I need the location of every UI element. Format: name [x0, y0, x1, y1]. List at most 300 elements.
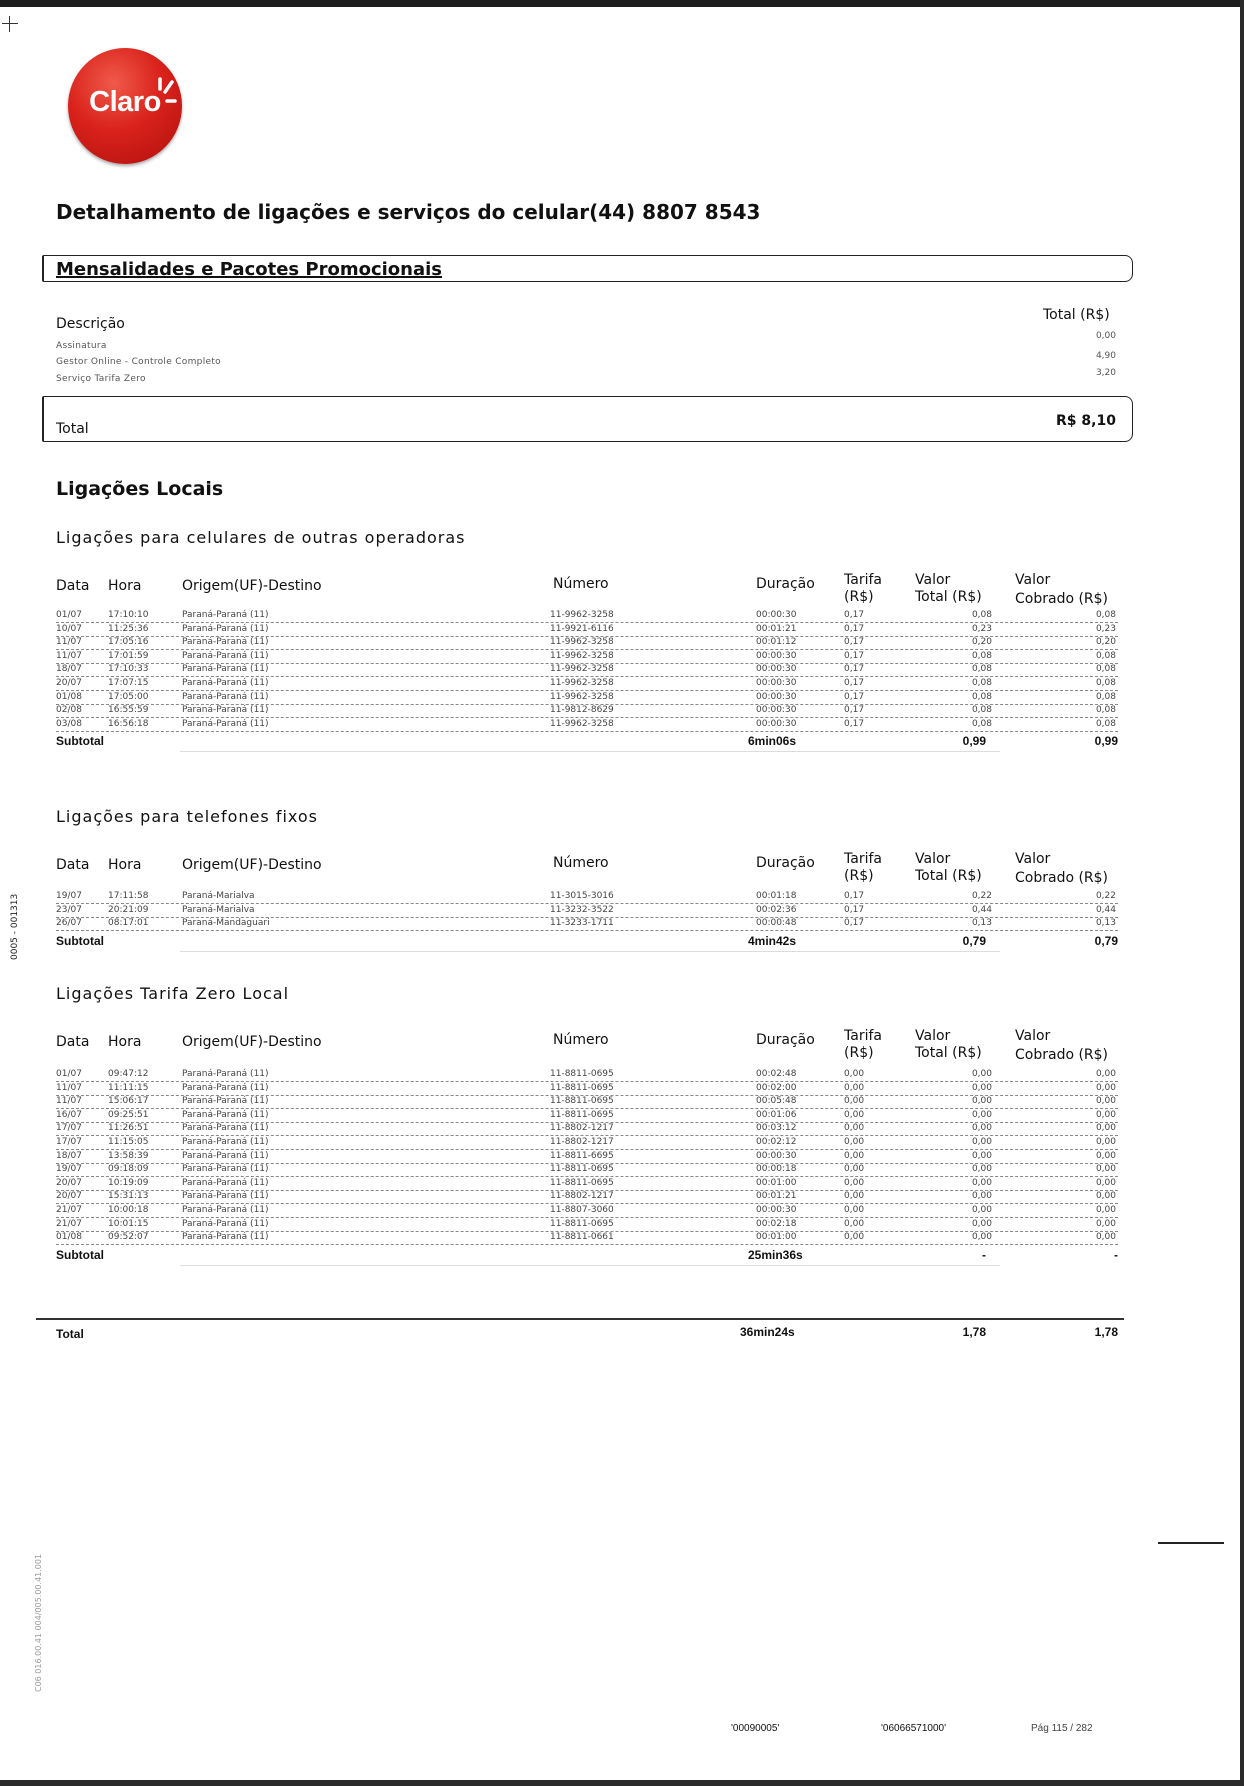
call-valor-total: 0,08 [971, 610, 992, 620]
subtotal-valor-cobrado: 0,99 [1094, 734, 1118, 749]
call-number: 11-3233-1711 [550, 918, 614, 929]
call-number: 11-8811-0695 [550, 1164, 614, 1175]
call-date: 11/07 [56, 650, 82, 661]
call-origin: Paraná-Paraná (11) [182, 1069, 269, 1079]
subtotal-duracao: 6min06s [748, 734, 797, 749]
mensalidades-heading: Mensalidades e Pacotes Promocionais [56, 259, 443, 280]
call-time: 15:31:13 [108, 1191, 149, 1202]
call-origin: Paraná-Marialva [182, 904, 255, 915]
call-valor-total: 0,20 [971, 637, 992, 648]
call-valor-cobrado: 0,08 [1095, 664, 1116, 675]
call-duration: 00:00:30 [756, 1150, 797, 1161]
call-number: 11-9812-8629 [550, 705, 614, 716]
call-valor-cobrado: 0,00 [1095, 1123, 1116, 1134]
col-header-tarifa-unit: (R$) [844, 589, 874, 605]
call-duration: 00:00:30 [756, 664, 797, 675]
call-valor-cobrado: 0,00 [1095, 1205, 1116, 1215]
call-valor-cobrado: 0,00 [1095, 1164, 1116, 1175]
call-time: 17:10:10 [108, 610, 149, 620]
col-header-origem: Origem(UF)-Destino [182, 1034, 322, 1050]
col-header-hora: Hora [108, 857, 142, 873]
footer-code-2: '06066571000' [881, 1723, 946, 1734]
call-valor-cobrado: 0,00 [1095, 1218, 1116, 1229]
logo-text: Claro [89, 86, 161, 118]
call-duration: 00:01:21 [756, 623, 797, 634]
call-tariff: 0,17 [844, 650, 865, 661]
call-time: 13:58:39 [108, 1150, 149, 1161]
col-header-numero: Número [553, 576, 609, 592]
subtotal-valor-total: - [982, 1247, 986, 1262]
call-time: 17:01:59 [108, 650, 149, 661]
call-valor-cobrado: 0,23 [1095, 623, 1116, 634]
page-number: Pág 115 / 282 [1031, 1723, 1093, 1734]
call-date: 19/07 [56, 891, 82, 901]
call-time: 09:18:09 [108, 1164, 149, 1175]
table-row [56, 1219, 1118, 1232]
call-time: 11:11:15 [108, 1082, 149, 1093]
call-duration: 00:02:48 [756, 1069, 797, 1079]
col-header-tarifa-unit: (R$) [844, 1045, 874, 1061]
call-origin: Paraná-Paraná (11) [182, 1123, 269, 1134]
call-valor-total: 0,00 [971, 1109, 992, 1120]
call-origin: Paraná-Paraná (11) [182, 1218, 269, 1229]
table-row [56, 1096, 1118, 1109]
call-time: 10:01:15 [108, 1218, 149, 1229]
call-time: 20:21:09 [108, 904, 149, 915]
grand-total-valor-cobrado: 1,78 [1094, 1325, 1118, 1339]
col-header-numero: Número [553, 1032, 609, 1048]
table-row [56, 1151, 1118, 1164]
call-number: 11-8811-6695 [550, 1150, 614, 1161]
call-number: 11-9962-3258 [550, 691, 614, 702]
subtotal-valor-total: 0,79 [962, 933, 986, 948]
page-title: Detalhamento de ligações e serviços do celular(44) 8807 8543 [56, 200, 761, 224]
call-origin: Paraná-Paraná (11) [182, 664, 269, 675]
call-time: 16:56:18 [108, 718, 149, 729]
call-duration: 00:00:30 [756, 691, 797, 702]
col-header-duracao: Duração [756, 1032, 815, 1048]
side-registration-mark [1158, 1542, 1224, 1544]
call-valor-cobrado: 0,20 [1095, 637, 1116, 648]
col-header-valor-total: Valor [915, 851, 951, 867]
call-date: 01/08 [56, 1232, 82, 1243]
call-date: 23/07 [56, 904, 82, 915]
call-tariff: 0,00 [844, 1150, 865, 1161]
call-valor-total: 0,08 [971, 678, 992, 688]
call-valor-total: 0,00 [971, 1150, 992, 1161]
call-date: 20/07 [56, 1191, 82, 1202]
call-valor-total: 0,00 [971, 1191, 992, 1202]
subtotal-divider [180, 751, 1000, 752]
call-date: 10/07 [56, 623, 82, 634]
call-date: 17/07 [56, 1137, 82, 1147]
call-origin: Paraná-Paraná (11) [182, 1205, 269, 1215]
table-row [56, 705, 1118, 718]
table-row [56, 1069, 1118, 1082]
descricao-header: Descrição [56, 316, 125, 332]
scan-bottom-border [0, 1780, 1244, 1786]
call-valor-cobrado: 0,08 [1095, 678, 1116, 688]
table-row [56, 719, 1118, 732]
call-valor-cobrado: 0,00 [1095, 1191, 1116, 1202]
call-tariff: 0,17 [844, 623, 865, 634]
side-document-code: 0005 - 001313 [10, 893, 20, 960]
side-document-code-small: C06 016.00.41 004/005.00.41.001 [34, 1553, 43, 1692]
subtotal-label: Subtotal [56, 1247, 104, 1262]
call-valor-total: 0,00 [971, 1069, 992, 1079]
mensalidade-total: 3,20 [1095, 368, 1116, 378]
call-date: 18/07 [56, 664, 82, 675]
call-valor-total: 0,00 [971, 1164, 992, 1175]
call-origin: Paraná-Paraná (11) [182, 1177, 269, 1188]
col-header-valor-cobrado-unit: Cobrado (R$) [1015, 591, 1109, 607]
call-valor-total: 0,08 [971, 718, 992, 729]
call-valor-cobrado: 0,00 [1095, 1082, 1116, 1093]
call-number: 11-3015-3016 [550, 891, 614, 901]
call-number: 11-8811-0695 [550, 1069, 614, 1079]
call-number: 11-9962-3258 [550, 718, 614, 729]
call-number: 11-9962-3258 [550, 637, 614, 648]
call-tariff: 0,17 [844, 610, 865, 620]
call-tariff: 0,00 [844, 1164, 865, 1175]
total-rs-header: Total (R$) [1043, 307, 1110, 323]
call-origin: Paraná-Paraná (11) [182, 691, 269, 702]
call-valor-cobrado: 0,44 [1095, 904, 1116, 915]
call-duration: 00:01:00 [756, 1177, 797, 1188]
call-tariff: 0,17 [844, 891, 865, 901]
table-row [56, 905, 1118, 918]
call-valor-cobrado: 0,00 [1095, 1069, 1116, 1079]
mensalidades-total-band [42, 396, 1133, 442]
call-time: 16:55:59 [108, 705, 149, 716]
total-divider [36, 1318, 1124, 1320]
call-tariff: 0,00 [844, 1082, 865, 1093]
call-time: 17:10:33 [108, 664, 149, 675]
call-duration: 00:01:00 [756, 1232, 797, 1243]
call-time: 11:26:51 [108, 1123, 149, 1134]
call-date: 20/07 [56, 678, 82, 688]
call-duration: 00:05:48 [756, 1096, 797, 1107]
mensalidade-desc: Serviço Tarifa Zero [56, 374, 146, 384]
call-origin: Paraná-Paraná (11) [182, 610, 269, 620]
call-tariff: 0,00 [844, 1137, 865, 1147]
table-row [56, 637, 1118, 650]
call-duration: 00:01:12 [756, 637, 797, 648]
col-header-valor-total-unit: Total (R$) [915, 589, 982, 605]
call-origin: Paraná-Paraná (11) [182, 1137, 269, 1147]
col-header-valor-total: Valor [915, 572, 951, 588]
call-number: 11-8811-0695 [550, 1218, 614, 1229]
table-row [56, 1205, 1118, 1218]
table-row [56, 1164, 1118, 1177]
section-title: Ligações Tarifa Zero Local [56, 984, 290, 1003]
call-valor-total: 0,44 [971, 904, 992, 915]
col-header-tarifa-unit: (R$) [844, 868, 874, 884]
call-number: 11-9962-3258 [550, 610, 614, 620]
table-row [56, 678, 1118, 691]
call-date: 17/07 [56, 1123, 82, 1134]
call-number: 11-8811-0695 [550, 1096, 614, 1107]
call-origin: Paraná-Paraná (11) [182, 650, 269, 661]
call-valor-total: 0,00 [971, 1082, 992, 1093]
call-number: 11-9962-3258 [550, 678, 614, 688]
call-number: 11-8811-0695 [550, 1109, 614, 1120]
mensalidade-total: 4,90 [1095, 351, 1116, 361]
call-origin: Paraná-Paraná (11) [182, 1109, 269, 1120]
table-row [56, 1110, 1118, 1123]
call-duration: 00:02:00 [756, 1082, 797, 1093]
claro-logo [68, 48, 182, 164]
call-number: 11-8811-0661 [550, 1232, 614, 1243]
call-valor-total: 0,00 [971, 1232, 992, 1243]
subtotal-valor-cobrado: - [1114, 1247, 1118, 1262]
call-tariff: 0,00 [844, 1205, 865, 1215]
col-header-origem: Origem(UF)-Destino [182, 578, 322, 594]
subtotal-duracao: 4min42s [748, 933, 797, 948]
call-time: 09:52:07 [108, 1232, 149, 1243]
call-origin: Paraná-Mandaguari [182, 918, 270, 929]
call-valor-cobrado: 0,00 [1095, 1177, 1116, 1188]
table-row [56, 651, 1118, 664]
call-duration: 00:00:30 [756, 610, 797, 620]
call-valor-cobrado: 0,00 [1095, 1232, 1116, 1243]
section-title: Ligações para celulares de outras operadoras [56, 528, 466, 547]
call-time: 17:05:00 [108, 691, 149, 702]
call-valor-total: 0,08 [971, 705, 992, 716]
call-date: 26/07 [56, 918, 82, 929]
table-row [56, 692, 1118, 705]
call-tariff: 0,17 [844, 664, 865, 675]
col-header-duracao: Duração [756, 576, 815, 592]
call-valor-cobrado: 0,00 [1095, 1096, 1116, 1107]
call-origin: Paraná-Paraná (11) [182, 1082, 269, 1093]
col-header-valor-total-unit: Total (R$) [915, 1045, 982, 1061]
call-origin: Paraná-Paraná (11) [182, 637, 269, 648]
call-tariff: 0,17 [844, 904, 865, 915]
col-header-valor-cobrado-unit: Cobrado (R$) [1015, 1047, 1109, 1063]
call-date: 03/08 [56, 718, 82, 729]
call-number: 11-9921-6116 [550, 623, 614, 634]
call-time: 17:11:58 [108, 891, 149, 901]
total-value: R$ 8,10 [1056, 413, 1116, 429]
call-origin: Paraná-Paraná (11) [182, 1191, 269, 1202]
call-number: 11-9962-3258 [550, 664, 614, 675]
call-valor-total: 0,08 [971, 650, 992, 661]
call-date: 01/07 [56, 610, 82, 620]
call-time: 09:47:12 [108, 1069, 149, 1079]
call-valor-total: 0,08 [971, 691, 992, 702]
call-duration: 00:00:30 [756, 718, 797, 729]
call-number: 11-8811-0695 [550, 1082, 614, 1093]
call-valor-cobrado: 0,00 [1095, 1150, 1116, 1161]
crosshair-mark-icon [2, 16, 18, 32]
col-header-data: Data [56, 857, 90, 873]
col-header-tarifa: Tarifa [844, 1028, 882, 1044]
col-header-valor-cobrado: Valor [1015, 851, 1051, 867]
subtotal-duracao: 25min36s [748, 1247, 803, 1262]
section-title: Ligações para telefones fixos [56, 807, 319, 826]
subtotal-label: Subtotal [56, 734, 104, 749]
call-valor-cobrado: 0,00 [1095, 1109, 1116, 1120]
call-duration: 00:01:06 [756, 1109, 797, 1120]
call-tariff: 0,17 [844, 718, 865, 729]
call-duration: 00:01:21 [756, 1191, 797, 1202]
mensalidade-desc: Assinatura [56, 341, 107, 351]
scan-top-border [0, 0, 1244, 7]
subtotal-label: Subtotal [56, 933, 104, 948]
footer-code-1: '00090005' [731, 1723, 780, 1734]
call-valor-total: 0,23 [971, 623, 992, 634]
call-date: 02/08 [56, 705, 82, 716]
call-number: 11-9962-3258 [550, 650, 614, 661]
call-valor-total: 0,00 [971, 1123, 992, 1134]
scan-right-border [1240, 0, 1244, 1786]
call-tariff: 0,00 [844, 1096, 865, 1107]
call-origin: Paraná-Paraná (11) [182, 718, 269, 729]
call-time: 10:00:18 [108, 1205, 149, 1215]
col-header-origem: Origem(UF)-Destino [182, 857, 322, 873]
mensalidade-total: 0,00 [1095, 331, 1116, 341]
call-duration: 00:02:18 [756, 1218, 797, 1229]
call-duration: 00:00:30 [756, 650, 797, 661]
call-tariff: 0,17 [844, 918, 865, 929]
call-tariff: 0,00 [844, 1232, 865, 1243]
call-date: 11/07 [56, 637, 82, 648]
grand-total-duracao: 36min24s [740, 1325, 795, 1339]
call-time: 17:07:15 [108, 678, 149, 688]
call-time: 08:17:01 [108, 918, 149, 929]
subtotal-valor-cobrado: 0,79 [1094, 933, 1118, 948]
call-number: 11-8811-0695 [550, 1177, 614, 1188]
call-tariff: 0,17 [844, 637, 865, 648]
call-date: 21/07 [56, 1218, 82, 1229]
grand-total-valor-total: 1,78 [962, 1325, 986, 1339]
call-valor-cobrado: 0,08 [1095, 650, 1116, 661]
table-row [56, 610, 1118, 623]
grand-total-label: Total [56, 1327, 84, 1341]
table-row [56, 1191, 1118, 1204]
call-origin: Paraná-Marialva [182, 891, 255, 901]
call-valor-total: 0,00 [971, 1177, 992, 1188]
call-valor-total: 0,08 [971, 664, 992, 675]
col-header-duracao: Duração [756, 855, 815, 871]
table-row [56, 891, 1118, 904]
col-header-tarifa: Tarifa [844, 572, 882, 588]
call-date: 21/07 [56, 1205, 82, 1215]
call-time: 17:05:16 [108, 637, 149, 648]
table-row [56, 1123, 1118, 1136]
table-row [56, 918, 1118, 931]
call-tariff: 0,17 [844, 691, 865, 702]
call-origin: Paraná-Paraná (11) [182, 705, 269, 716]
call-duration: 00:00:18 [756, 1164, 797, 1175]
call-date: 18/07 [56, 1150, 82, 1161]
call-valor-total: 0,13 [971, 918, 992, 929]
call-tariff: 0,00 [844, 1191, 865, 1202]
call-tariff: 0,00 [844, 1177, 865, 1188]
call-origin: Paraná-Paraná (11) [182, 1150, 269, 1161]
subtotal-divider [180, 1265, 1000, 1266]
call-valor-cobrado: 0,08 [1095, 610, 1116, 620]
call-date: 20/07 [56, 1177, 82, 1188]
call-duration: 00:03:12 [756, 1123, 797, 1134]
call-duration: 00:02:36 [756, 904, 797, 915]
call-date: 01/08 [56, 691, 82, 702]
mensalidades-band [42, 255, 1133, 282]
call-time: 10:19:09 [108, 1177, 149, 1188]
col-header-data: Data [56, 1034, 90, 1050]
subtotal-valor-total: 0,99 [962, 734, 986, 749]
call-tariff: 0,00 [844, 1109, 865, 1120]
call-valor-total: 0,00 [971, 1096, 992, 1107]
call-valor-cobrado: 0,08 [1095, 691, 1116, 702]
col-header-data: Data [56, 578, 90, 594]
call-date: 01/07 [56, 1069, 82, 1079]
call-origin: Paraná-Paraná (11) [182, 1096, 269, 1107]
call-duration: 00:01:18 [756, 891, 797, 901]
logo-rays-icon [155, 76, 177, 106]
call-valor-total: 0,00 [971, 1218, 992, 1229]
call-number: 11-8802-1217 [550, 1191, 614, 1202]
call-date: 16/07 [56, 1109, 82, 1120]
call-date: 11/07 [56, 1096, 82, 1107]
call-number: 11-8802-1217 [550, 1137, 614, 1147]
table-row [56, 1178, 1118, 1191]
col-header-valor-cobrado: Valor [1015, 1028, 1051, 1044]
call-number: 11-8807-3060 [550, 1205, 614, 1215]
call-time: 15:06:17 [108, 1096, 149, 1107]
call-number: 11-8802-1217 [550, 1123, 614, 1134]
call-valor-cobrado: 0,22 [1095, 891, 1116, 901]
call-number: 11-3232-3522 [550, 904, 614, 915]
call-valor-total: 0,22 [971, 891, 992, 901]
call-time: 09:25:51 [108, 1109, 149, 1120]
mensalidade-desc: Gestor Online - Controle Completo [56, 357, 221, 367]
call-tariff: 0,00 [844, 1123, 865, 1134]
call-date: 19/07 [56, 1164, 82, 1175]
call-valor-cobrado: 0,08 [1095, 705, 1116, 716]
call-duration: 00:00:48 [756, 918, 797, 929]
table-row [56, 1137, 1118, 1150]
col-header-valor-cobrado-unit: Cobrado (R$) [1015, 870, 1109, 886]
call-duration: 00:00:30 [756, 1205, 797, 1215]
call-tariff: 0,00 [844, 1218, 865, 1229]
col-header-valor-total: Valor [915, 1028, 951, 1044]
call-time: 11:25:36 [108, 623, 149, 634]
call-tariff: 0,17 [844, 678, 865, 688]
col-header-hora: Hora [108, 578, 142, 594]
call-valor-cobrado: 0,13 [1095, 918, 1116, 929]
call-time: 11:15:05 [108, 1137, 149, 1147]
call-valor-total: 0,00 [971, 1137, 992, 1147]
total-label: Total [56, 421, 89, 437]
call-duration: 00:00:30 [756, 678, 797, 688]
subtotal-divider [180, 951, 1000, 952]
table-row [56, 1232, 1118, 1245]
call-origin: Paraná-Paraná (11) [182, 1232, 269, 1243]
col-header-tarifa: Tarifa [844, 851, 882, 867]
call-valor-cobrado: 0,08 [1095, 718, 1116, 729]
call-valor-total: 0,00 [971, 1205, 992, 1215]
call-date: 11/07 [56, 1082, 82, 1093]
call-origin: Paraná-Paraná (11) [182, 623, 269, 634]
call-tariff: 0,17 [844, 705, 865, 716]
call-tariff: 0,00 [844, 1069, 865, 1079]
call-duration: 00:02:12 [756, 1137, 797, 1147]
call-origin: Paraná-Paraná (11) [182, 1164, 269, 1175]
col-header-hora: Hora [108, 1034, 142, 1050]
col-header-valor-total-unit: Total (R$) [915, 868, 982, 884]
